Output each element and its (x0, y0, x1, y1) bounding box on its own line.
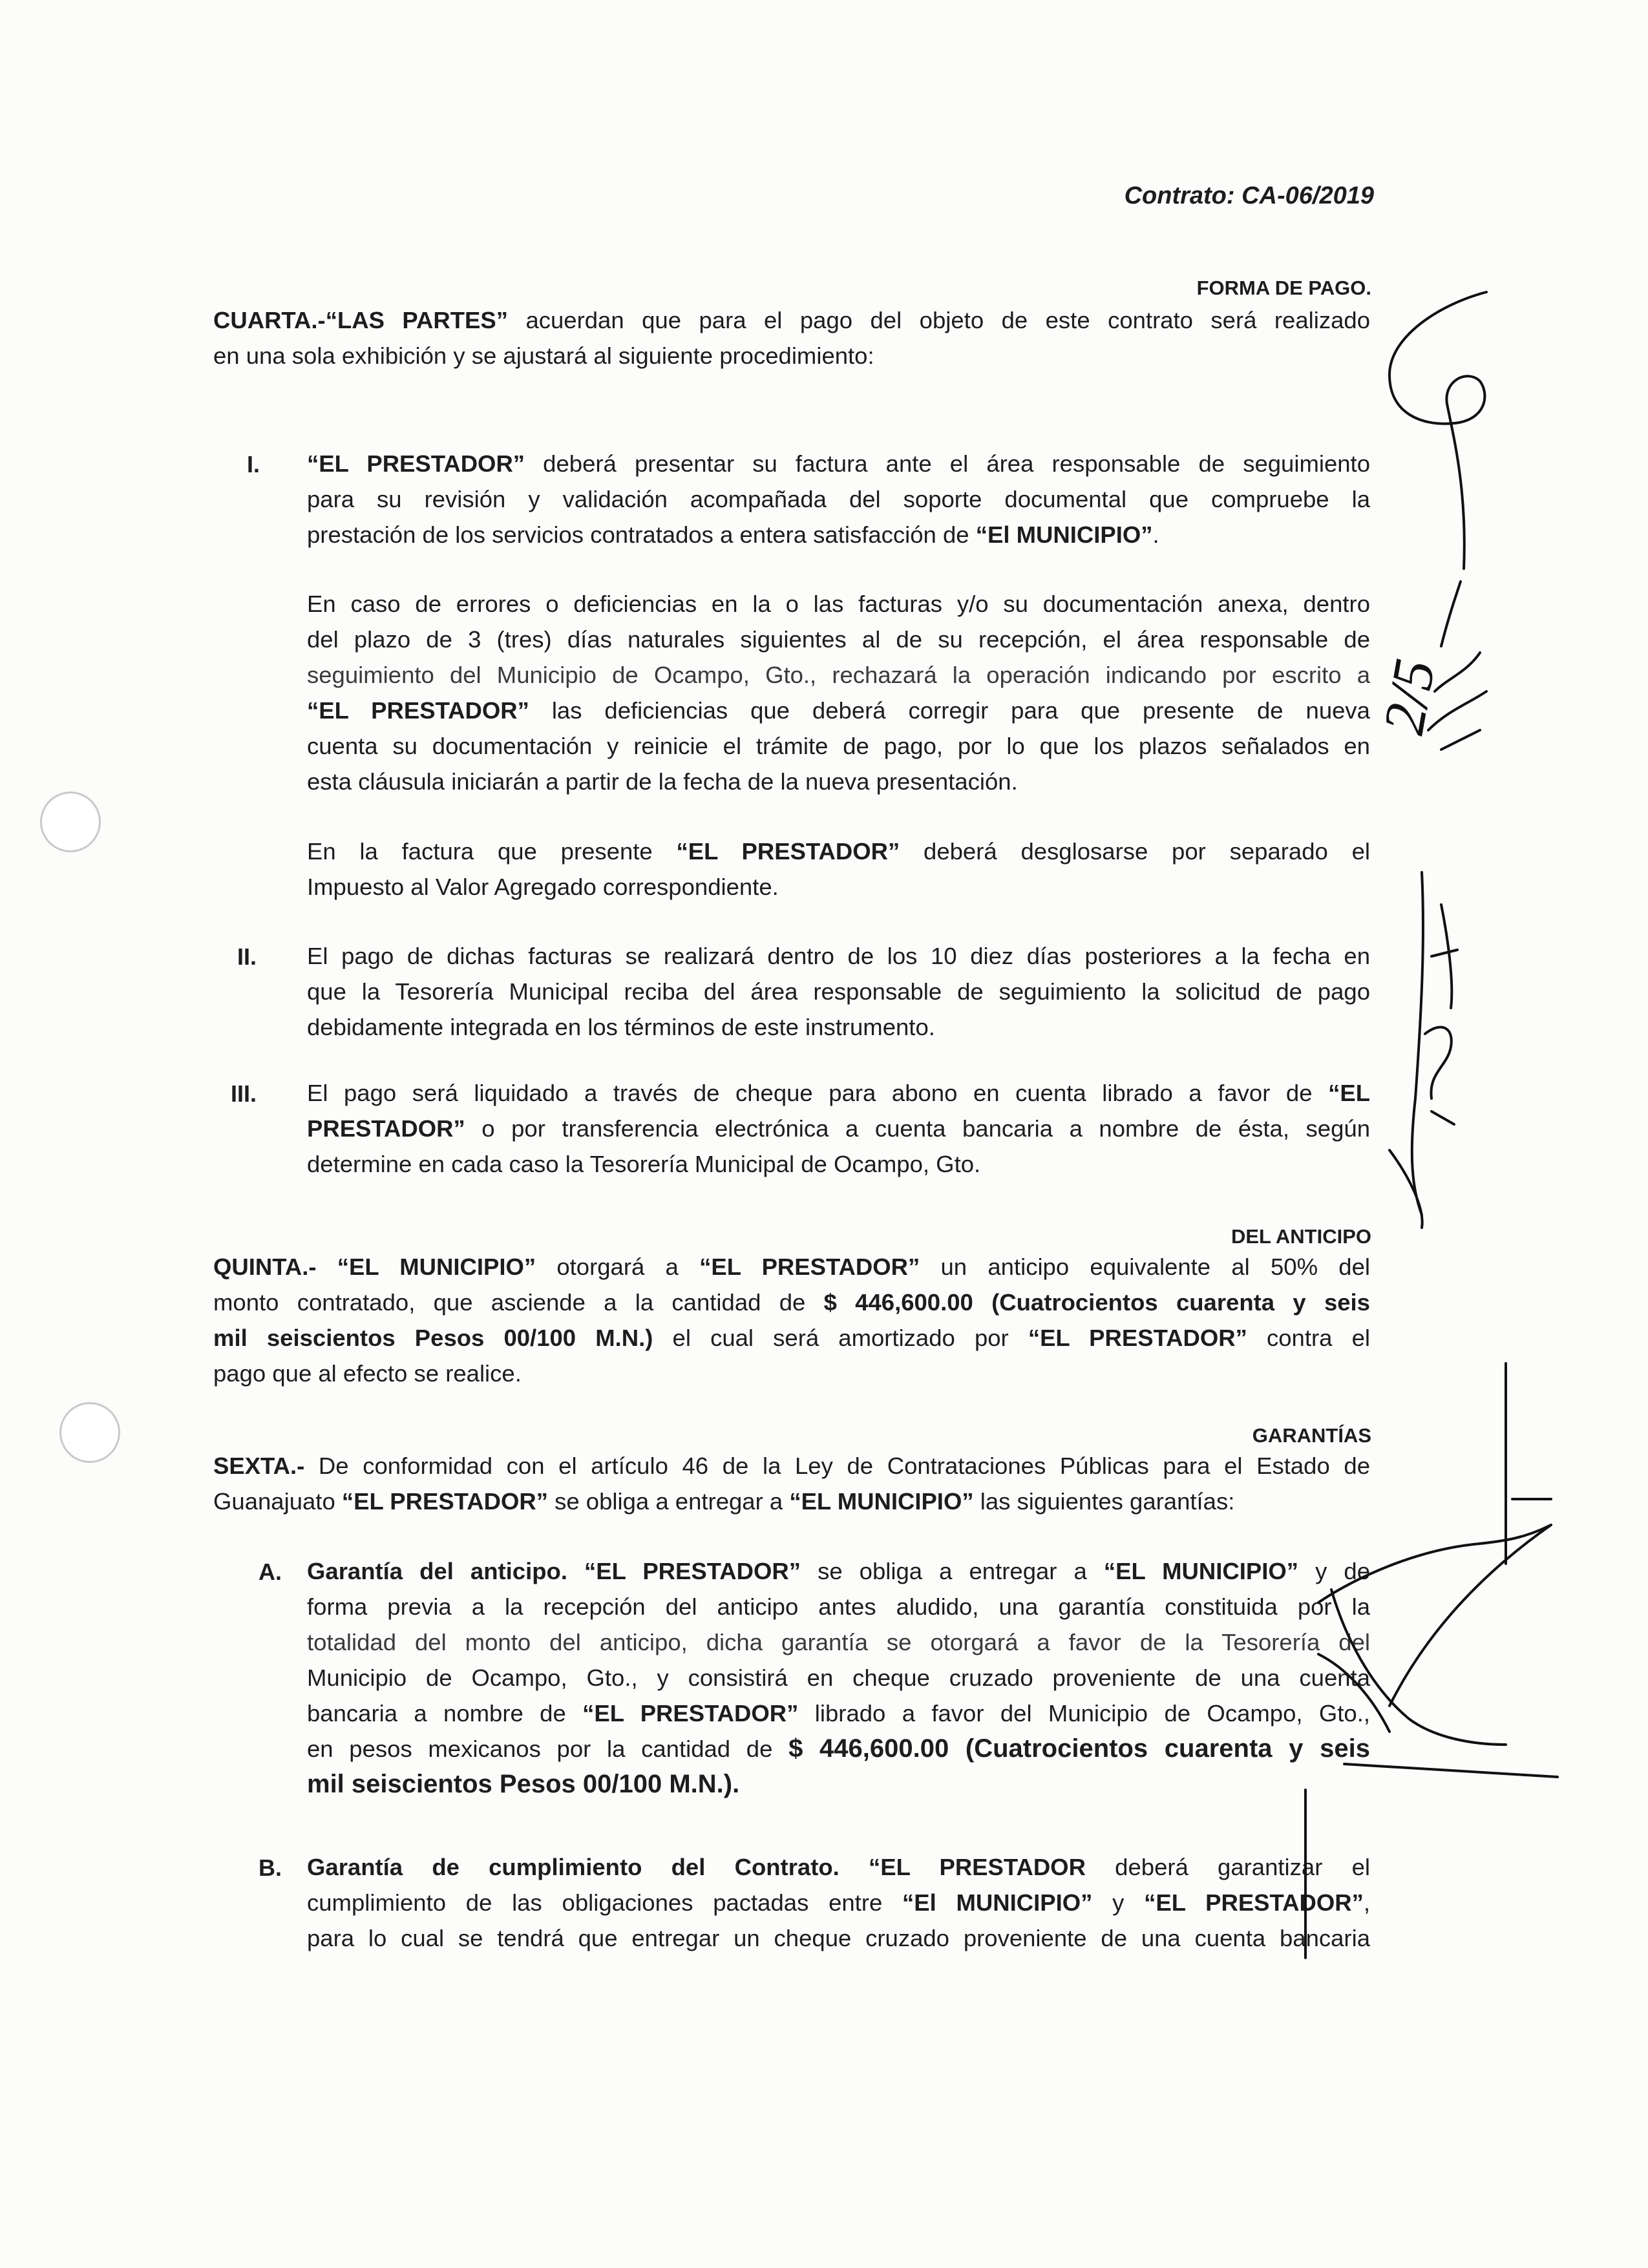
amount-text: mil seiscientos Pesos 00/100 M.N.). (307, 1770, 740, 1798)
clause-text: otorgará a (536, 1254, 700, 1280)
party-name: “EL MUNICIPIO” (337, 1254, 536, 1280)
clause-label-sexta: SEXTA.- (213, 1453, 305, 1479)
clause-text: En la factura que presente (307, 838, 677, 865)
item-marker-A: A. (259, 1559, 282, 1585)
section-heading-del-anticipo: DEL ANTICIPO (1231, 1225, 1371, 1248)
clause-text: Guanajuato (213, 1488, 342, 1515)
item-III-line-2 (307, 1111, 1370, 1146)
clause-sexta-line-1 (213, 1448, 1370, 1484)
clause-text: en pesos mexicanos por la cantidad de (307, 1736, 789, 1762)
party-name: “EL PRESTADOR” (582, 1700, 799, 1727)
clause-text: deberá presentar su factura ante el área responsable de seguimiento (525, 450, 1371, 477)
item-I-para2-line-2: del plazo de 3 (tres) días naturales siguientes al de su recepción, el área responsable de (307, 626, 1370, 653)
party-name: “EL PRESTADOR” (1144, 1889, 1364, 1916)
clause-quinta-line-2 (213, 1285, 1370, 1320)
item-B-line-1 (307, 1849, 1370, 1885)
guarantee-title: Garantía del anticipo. “EL PRESTADOR” (307, 1558, 801, 1584)
clause-quinta-line-4: pago que al efecto se realice. (213, 1360, 522, 1387)
item-II-line-3: debidamente integrada en los términos de este instrumento. (307, 1014, 935, 1040)
clause-cuarta-line-2: en una sola exhibición y se ajustará al siguiente procedimiento: (213, 342, 874, 369)
item-marker-I: I. (247, 451, 260, 478)
clause-text: deberá garantizar el (1085, 1854, 1370, 1880)
amount-text: $ 446,600.00 (Cuatrocientos cuarenta y seis (823, 1289, 1370, 1316)
item-marker-B: B. (259, 1854, 282, 1881)
clause-text: bancaria a nombre de (307, 1700, 583, 1727)
item-I-para3-line-2: Impuesto al Valor Agregado correspondiente. (307, 874, 779, 900)
party-name: “EL MUNICIPIO” (789, 1488, 974, 1515)
item-I-para2-line-1: En caso de errores o deficiencias en la o las facturas y/o su documentación anexa, dentro (307, 591, 1370, 617)
section-heading-forma-de-pago: FORMA DE PAGO. (1196, 277, 1371, 299)
clause-text: prestación de los servicios contratados a entera satisfacción de (307, 521, 976, 548)
clause-text: un anticipo equivalente al 50% del (920, 1254, 1370, 1280)
item-I-line-3 (307, 517, 1370, 552)
clause-label-quinta: QUINTA.- (213, 1254, 317, 1280)
clause-label-cuarta: CUARTA.- (213, 307, 326, 333)
item-A-line-3: totalidad del monto del anticipo, dicha garantía se otorgará a favor de la Tesorería del (307, 1629, 1370, 1655)
clause-sexta-line-2 (213, 1484, 1234, 1519)
clause-text: se obliga a entregar a (801, 1558, 1104, 1584)
item-I-line-1 (307, 446, 1370, 481)
item-I-para2-line-6: esta cláusula iniciarán a partir de la fecha de la nueva presentación. (307, 768, 1018, 795)
clause-text: se obliga a entregar a (547, 1488, 790, 1515)
clause-text: monto contratado, que asciende a la cantidad de (213, 1289, 824, 1316)
item-B-line-3: para lo cual se tendrá que entregar un cheque cruzado proveniente de una cuenta bancaria (307, 1925, 1370, 1951)
party-name: “EL MUNICIPIO” (1103, 1558, 1299, 1584)
item-III-line-3: determine en cada caso la Tesorería Municipal de Ocampo, Gto. (307, 1151, 981, 1177)
amount-text: $ 446,600.00 (Cuatrocientos cuarenta y seis (788, 1734, 1370, 1763)
item-I-para3-line-1 (307, 834, 1370, 869)
item-A-line-2: forma previa a la recepción del anticipo antes aludido, una garantía constituida por la (307, 1593, 1370, 1620)
item-I-para2-line-3: seguimiento del Municipio de Ocampo, Gto., rechazará la operación indicando por escrito a (307, 662, 1370, 688)
contract-reference: Contrato: CA-06/2019 (1124, 182, 1374, 209)
clause-text: librado a favor del Municipio de Ocampo, Gto., (798, 1700, 1370, 1727)
clause-text: acuerdan que para el pago del objeto de este contrato será realizado (508, 307, 1370, 333)
party-name: “EL PRESTADOR” (307, 450, 525, 477)
margin-initials-text: 2/5 (1371, 655, 1448, 739)
clause-text: las siguientes garantías: (973, 1488, 1235, 1515)
guarantee-title: Garantía de cumplimiento del Contrato. “EL PRESTADOR (307, 1854, 1086, 1880)
party-name: “EL (1328, 1080, 1370, 1106)
item-III-line-1 (307, 1075, 1370, 1111)
margin-initials-mark (1428, 582, 1486, 750)
clause-text: cumplimiento de las obligaciones pactadas entre (307, 1889, 903, 1916)
item-A-line-6 (307, 1731, 1370, 1767)
clause-cuarta-line-1 (213, 302, 1370, 338)
item-II-line-1: El pago de dichas facturas se realizará dentro de los 10 diez días posteriores a la fecha en (307, 943, 1370, 969)
party-name: “EL PRESTADOR” (1028, 1325, 1247, 1351)
clause-text: y (1092, 1889, 1145, 1916)
margin-vertical-signature (1389, 872, 1457, 1228)
clause-text: el cual será amortizado por (653, 1325, 1028, 1351)
item-I-para2-line-5: cuenta su documentación y reinicie el trámite de pago, por lo que los plazos señalados en (307, 733, 1370, 759)
clause-quinta-line-3 (213, 1320, 1370, 1356)
item-A-line-1 (307, 1553, 1370, 1589)
party-name: “EL PRESTADOR” (341, 1488, 548, 1515)
item-A-line-7 (307, 1767, 739, 1802)
party-name: “EL PRESTADOR” (676, 838, 900, 865)
margin-bracket-signature (1389, 292, 1486, 569)
clause-text: De conformidad con el artículo 46 de la Ley de Contrataciones Públicas para el Estado de (304, 1453, 1370, 1479)
item-I-para2-line-4 (307, 693, 1370, 728)
party-name: “LAS PARTES” (325, 307, 508, 333)
party-name: “El MUNICIPIO” (902, 1889, 1093, 1916)
item-A-line-5 (307, 1696, 1370, 1731)
item-A-line-4: Municipio de Ocampo, Gto., y consistirá en cheque cruzado proveniente de una cuenta (307, 1664, 1370, 1691)
binder-hole-top (40, 792, 101, 852)
clause-text: las deficiencias que deberá corregir para que presente de nueva (529, 697, 1370, 724)
party-name: “El MUNICIPIO” (975, 521, 1153, 548)
clause-text: o por transferencia electrónica a cuenta bancaria a nombre de ésta, según (465, 1115, 1370, 1142)
clause-text: . (1152, 521, 1159, 548)
party-name: PRESTADOR” (307, 1115, 465, 1142)
section-heading-garantias: GARANTÍAS (1252, 1424, 1371, 1447)
amount-text: mil seiscientos Pesos 00/100 M.N.) (213, 1325, 653, 1351)
clause-text: y de (1298, 1558, 1370, 1584)
item-I-line-2: para su revisión y validación acompañada del soporte documental que compruebe la (307, 486, 1370, 512)
clause-quinta-line-1 (213, 1249, 1370, 1285)
item-marker-II: II. (237, 943, 257, 970)
clause-text: El pago será liquidado a través de cheque para abono en cuenta librado a favor de (307, 1080, 1329, 1106)
party-name: “EL PRESTADOR” (699, 1254, 920, 1280)
clause-text: deberá desglosarse por separado el (900, 838, 1370, 865)
clause-text: contra el (1247, 1325, 1370, 1351)
binder-hole-bottom (59, 1402, 120, 1463)
item-II-line-2: que la Tesorería Municipal reciba del área responsable de seguimiento la solicitud de pago (307, 978, 1370, 1005)
clause-text: , (1363, 1889, 1370, 1916)
party-name: “EL PRESTADOR” (307, 697, 529, 724)
item-B-line-2 (307, 1885, 1370, 1920)
item-marker-III: III. (231, 1080, 257, 1107)
